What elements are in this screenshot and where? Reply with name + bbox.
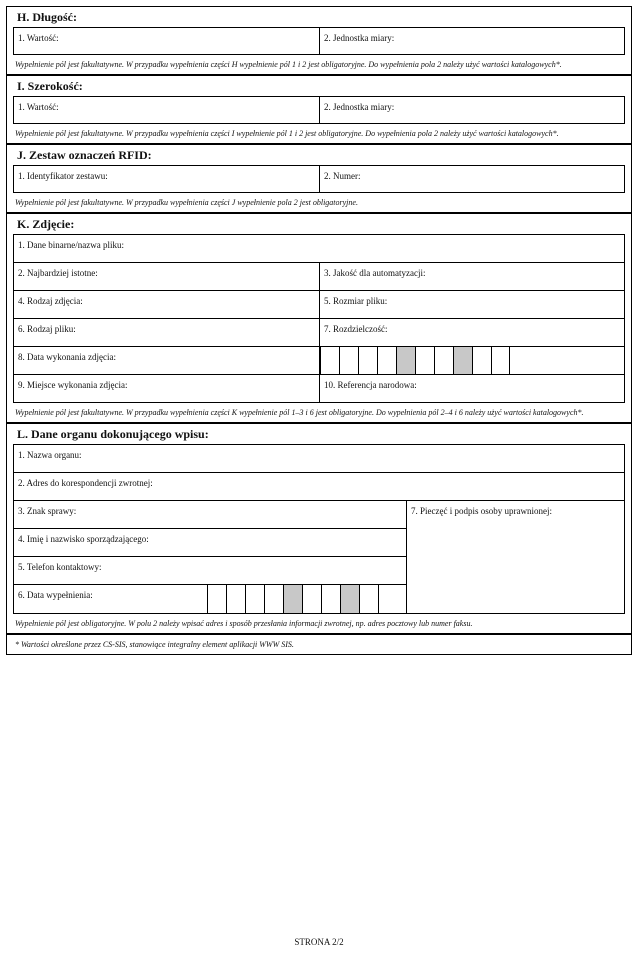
rfid-set-id-field[interactable]: 1. Identyfikator zestawu:: [18, 171, 108, 181]
date-separator-box: [283, 585, 302, 613]
photo-date-boxes: [319, 347, 624, 374]
preparer-name-field[interactable]: 4. Imię i nazwisko sporządzającego:: [18, 534, 149, 544]
section-k-note: Wypełnienie pól jest fakultatywne. W przypadku wypełnienia części K wypełnienie pól 1–3 i 6 jest obligatoryjne. Do wypełnienia pól 2–4 i 6 należy użyć wartości katalogowych*.: [15, 408, 584, 417]
section-l: [7, 424, 631, 635]
width-unit-field[interactable]: 2. Jednostka miary:: [319, 97, 624, 123]
photo-filename-field[interactable]: 1. Dane binarne/nazwa pliku:: [18, 240, 124, 250]
photo-resolution-field[interactable]: 7. Rozdzielczość:: [319, 319, 624, 346]
section-l-title: L. Dane organu dokonującego wpisu:: [17, 427, 209, 441]
date-digit-box[interactable]: [339, 347, 358, 374]
date-digit-box[interactable]: [264, 585, 283, 613]
length-unit-field[interactable]: 2. Jednostka miary:: [319, 28, 624, 54]
photo-file-type-field[interactable]: 6. Rodzaj pliku:: [18, 324, 76, 334]
date-digit-box[interactable]: [320, 347, 339, 374]
photo-most-relevant-field[interactable]: 2. Najbardziej istotne:: [18, 268, 98, 278]
catalog-footnote: * Wartości określone przez CS-SIS, stanowiące integralny element aplikacji WWW SIS.: [15, 640, 294, 649]
date-digit-box[interactable]: [359, 585, 378, 613]
case-reference-field[interactable]: 3. Znak sprawy:: [18, 506, 77, 516]
photo-national-reference-field[interactable]: 10. Referencja narodowa:: [319, 375, 624, 402]
date-digit-box[interactable]: [434, 347, 453, 374]
fill-date-boxes: [207, 585, 397, 613]
photo-type-field[interactable]: 4. Rodzaj zdjęcia:: [18, 296, 83, 306]
date-digit-box[interactable]: [472, 347, 491, 374]
width-value-field[interactable]: 1. Wartość:: [18, 102, 59, 112]
photo-quality-field[interactable]: 3. Jakość dla automatyzacji:: [319, 263, 624, 290]
fill-date-label: 6. Data wypełnienia:: [18, 590, 93, 600]
authority-name-field[interactable]: 1. Nazwa organu:: [18, 450, 82, 460]
date-digit-box[interactable]: [358, 347, 377, 374]
date-digit-box[interactable]: [207, 585, 226, 613]
section-k-title: K. Zdjęcie:: [17, 217, 75, 231]
date-digit-box[interactable]: [377, 347, 396, 374]
photo-file-size-field[interactable]: 5. Rozmiar pliku:: [319, 291, 624, 318]
date-separator-box: [340, 585, 359, 613]
contact-phone-field[interactable]: 5. Telefon kontaktowy:: [18, 562, 102, 572]
section-j-note: Wypełnienie pól jest fakultatywne. W przypadku wypełnienia części J wypełnienie pola 2 jest obligatoryjne.: [15, 198, 358, 207]
date-separator-box: [396, 347, 415, 374]
section-j: [7, 145, 631, 214]
date-digit-box[interactable]: [321, 585, 340, 613]
photo-place-field[interactable]: 9. Miejsce wykonania zdjęcia:: [18, 380, 128, 390]
section-j-title: J. Zestaw oznaczeń RFID:: [17, 148, 152, 162]
section-k: [7, 214, 631, 424]
date-digit-box[interactable]: [491, 347, 510, 374]
date-digit-box[interactable]: [415, 347, 434, 374]
date-digit-box[interactable]: [226, 585, 245, 613]
photo-date-label: 8. Data wykonania zdjęcia:: [18, 352, 116, 362]
form: [6, 6, 632, 655]
return-address-field[interactable]: 2. Adres do korespondencji zwrotnej:: [18, 478, 153, 488]
section-i-title: I. Szerokość:: [17, 79, 83, 93]
stamp-signature-field[interactable]: 7. Pieczęć i podpis osoby uprawnionej:: [411, 506, 552, 516]
section-h: [7, 7, 631, 76]
section-i: [7, 76, 631, 145]
date-digit-box[interactable]: [302, 585, 321, 613]
date-separator-box: [453, 347, 472, 374]
section-h-title: H. Długość:: [17, 10, 77, 24]
page-number: STRONA 2/2: [294, 937, 344, 947]
date-digit-box[interactable]: [245, 585, 264, 613]
date-digit-box[interactable]: [378, 585, 397, 613]
section-i-note: Wypełnienie pól jest fakultatywne. W przypadku wypełnienia części I wypełnienie pól 1 i 2 jest obligatoryjne. Do wypełnienia pola 2 należy użyć wartości katalogowych*.: [15, 129, 559, 138]
length-value-field[interactable]: 1. Wartość:: [18, 33, 59, 43]
rfid-number-field[interactable]: 2. Numer:: [319, 166, 624, 192]
section-l-note: Wypełnienie pól jest obligatoryjne. W polu 2 należy wpisać adres i sposób przesłania informacji zwrotnej, np. adres pocztowy lub numer faksu.: [15, 619, 473, 628]
section-h-note: Wypełnienie pól jest fakultatywne. W przypadku wypełnienia części H wypełnienie pól 1 i 2 jest obligatoryjne. Do wypełnienia pola 2 należy użyć wartości katalogowych*.: [15, 60, 562, 69]
